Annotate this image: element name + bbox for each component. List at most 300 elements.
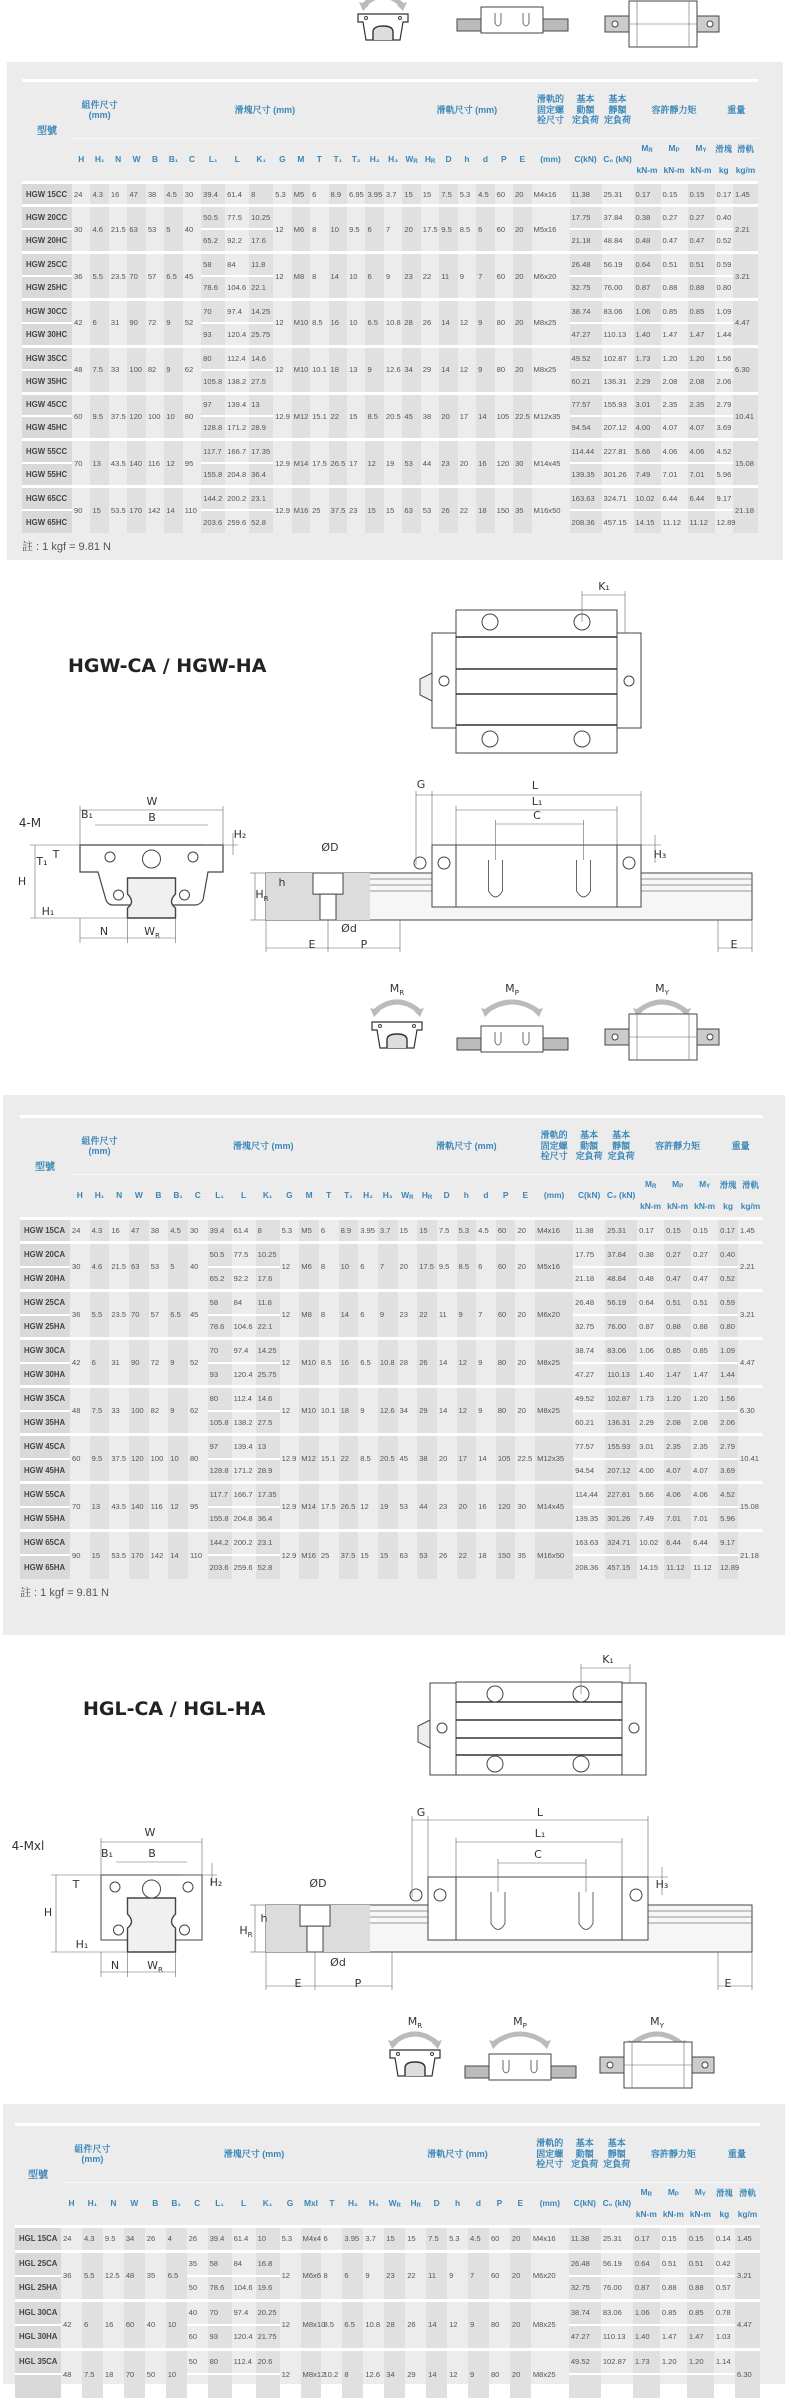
table-cell: 3.95 <box>365 183 383 206</box>
table-cell: 0.51 <box>664 1291 691 1315</box>
table-cell: 11 <box>437 1291 457 1339</box>
table-cell: 8 <box>321 2251 342 2300</box>
table-cell: 4.07 <box>688 416 715 439</box>
table-cell: 78.6 <box>201 276 225 299</box>
table-cell: 138.2 <box>232 1411 256 1435</box>
table-cell: 11.12 <box>661 510 688 533</box>
table-cell: 28 <box>384 2300 405 2349</box>
grease-nipple-icon <box>418 1720 430 1748</box>
table-cell: 2.35 <box>691 1435 718 1459</box>
table-cell: 57 <box>149 1291 169 1339</box>
table-cell: 80 <box>201 346 225 369</box>
table-cell: 0.47 <box>691 1267 718 1291</box>
table-cell: 112.4 <box>232 1387 256 1411</box>
table-cell: 301.26 <box>602 463 634 486</box>
table-cell: 9 <box>363 2251 384 2300</box>
table-cell: 6 <box>342 2251 363 2300</box>
table-cell: 17.75 <box>573 1243 605 1267</box>
table-cell: 14.6 <box>249 346 273 369</box>
table-cell: 47 <box>129 1219 149 1243</box>
table-cell: 34 <box>398 1387 418 1435</box>
table-cell: 9.17 <box>715 487 733 510</box>
table-cell: 50 <box>145 2349 166 2398</box>
table-cell: 10.1 <box>319 1387 339 1435</box>
table-cell: 19 <box>384 440 402 487</box>
rail-profile-icon <box>405 2062 425 2076</box>
table-cell: 53 <box>146 206 164 253</box>
table-cell: 93 <box>201 323 225 346</box>
table-cell: 14 <box>439 299 457 346</box>
table-cell: 21.75 <box>256 2325 280 2350</box>
table-cell: M6 <box>292 206 310 253</box>
table-cell: 80 <box>495 346 513 393</box>
table-cell: 39.4 <box>201 183 225 206</box>
table-cell: 9 <box>468 2300 489 2349</box>
table-cell: 0.52 <box>718 1267 738 1291</box>
table-cell: 0.40 <box>718 1243 738 1267</box>
table-cell: 3.7 <box>378 1219 398 1243</box>
table-cell: 12 <box>280 2251 301 2300</box>
bolt-hole-icon <box>188 852 198 862</box>
table-cell: M14x45 <box>532 440 570 487</box>
table-cell: 20.25 <box>256 2300 280 2325</box>
table-cell: 7 <box>476 253 494 300</box>
subgroup-header: $M_P$ <box>664 1175 691 1197</box>
group-header: 容許靜力矩 <box>637 1117 718 1175</box>
table-cell: 9 <box>164 346 182 393</box>
table-cell: 102.87 <box>601 2349 633 2374</box>
table-cell <box>208 2374 232 2398</box>
table-cell: 1.09 <box>718 1339 738 1363</box>
table-cell: M8x25 <box>532 299 570 346</box>
table-cell: 52 <box>183 299 201 346</box>
bolt-hole-icon <box>110 1882 120 1892</box>
group-header: 容許靜力矩 <box>634 81 715 139</box>
table-cell: 62 <box>183 346 201 393</box>
column-header: h <box>447 2183 468 2227</box>
model-cell: HGW 25CA <box>20 1291 70 1315</box>
subgroup-header: $M_Y$ <box>688 139 715 161</box>
table-cell: 26 <box>405 2300 426 2349</box>
table-cell: M8x10 <box>301 2300 322 2349</box>
table-cell: 5.3 <box>457 1219 477 1243</box>
group-header: 重量 <box>714 2125 760 2183</box>
model-cell: HGW 65HC <box>22 510 72 533</box>
table-cell: 8.5 <box>310 299 328 346</box>
table-cell: 104.6 <box>232 2276 256 2301</box>
table-cell: 7.5 <box>437 1219 457 1243</box>
table-cell: 166.7 <box>225 440 249 463</box>
column-header: K₁ <box>256 1175 280 1219</box>
group-header: 滑塊尺寸 (mm) <box>127 81 402 139</box>
column-header: C <box>188 1175 208 1219</box>
table-cell: 12 <box>457 1387 477 1435</box>
table-cell: 5.3 <box>280 2227 301 2252</box>
table-cell: 14 <box>426 2349 447 2398</box>
table-cell: 42 <box>61 2300 82 2349</box>
column-header: K₁ <box>249 139 273 183</box>
table-cell: 20 <box>515 1339 535 1387</box>
table-cell: 120 <box>495 440 513 487</box>
table-cell: 2.79 <box>718 1435 738 1459</box>
label-hr: $H_R$ <box>239 1924 252 1939</box>
table-cell: 80 <box>489 2300 510 2349</box>
diagram-title: HGW-CA / HGW-HA <box>68 655 267 677</box>
table-cell: 1.47 <box>661 323 688 346</box>
table-cell: 15.08 <box>733 440 758 487</box>
column-header: kN-m <box>660 2204 687 2227</box>
table-cell: 4.47 <box>735 2300 760 2349</box>
table-cell: 7.5 <box>82 2349 103 2398</box>
table-cell: 12.5 <box>103 2251 124 2300</box>
table-cell: 0.38 <box>634 206 661 229</box>
table-cell: 37.5 <box>109 1435 129 1483</box>
table-cell: 227.81 <box>602 440 634 463</box>
table-cell: 80 <box>495 299 513 346</box>
table-cell <box>660 2374 687 2398</box>
table-cell: 0.59 <box>715 253 733 276</box>
block-top-view <box>456 1682 622 1775</box>
table-cell: 170 <box>127 487 145 534</box>
label-b: B <box>148 1847 156 1860</box>
table-cell: 20 <box>513 346 531 393</box>
table-cell: 6 <box>365 253 383 300</box>
table-cell: 32.75 <box>573 1315 605 1339</box>
table-cell: 1.73 <box>637 1387 664 1411</box>
table-cell: 10 <box>168 1435 188 1483</box>
table-cell <box>569 2374 601 2398</box>
table-cell: 49.52 <box>573 1387 605 1411</box>
model-cell <box>15 2374 61 2398</box>
table-cell: 60 <box>72 393 90 440</box>
table-cell: 70 <box>124 2349 145 2398</box>
table-cell: 9.5 <box>90 1435 110 1483</box>
table-cell: 0.48 <box>637 1267 664 1291</box>
table-cell: 80 <box>489 2349 510 2398</box>
table-cell: 20 <box>513 206 531 253</box>
bolt-hole <box>320 894 336 920</box>
table-cell: 63 <box>402 487 420 534</box>
table-cell: M6x20 <box>535 1291 573 1339</box>
table-cell: 63 <box>129 1243 149 1291</box>
table-cell: 12 <box>447 2349 468 2398</box>
label-c: C <box>533 809 541 822</box>
table-cell: 17.6 <box>249 229 273 252</box>
table-cell: 14.25 <box>256 1339 280 1363</box>
table-cell: 105.8 <box>201 370 225 393</box>
group-header: 滑軌的 固定螺 栓尺寸 <box>531 2125 569 2183</box>
table-cell: 20 <box>458 440 476 487</box>
table-cell: 24 <box>61 2227 82 2252</box>
table-cell: 0.17 <box>633 2227 660 2252</box>
table-cell: 36.4 <box>249 463 273 486</box>
table-cell: M8x12 <box>301 2349 322 2398</box>
slot-icon <box>523 1032 529 1045</box>
table-cell: M10 <box>292 346 310 393</box>
table-cell: M8x25 <box>535 1387 573 1435</box>
bolt-hole-icon <box>183 1882 193 1892</box>
label-h2: H₂ <box>234 828 247 841</box>
column-header: P <box>495 139 513 183</box>
model-cell: HGW 25HC <box>22 276 72 299</box>
table-cell: 13 <box>256 1435 280 1459</box>
moment-arrow-icon <box>485 1002 539 1012</box>
table-cell: 4.06 <box>661 440 688 463</box>
subgroup-header: 滑塊 <box>718 1175 738 1197</box>
table-cell: 6.44 <box>688 487 715 510</box>
table-cell: 38 <box>417 1435 437 1483</box>
model-cell: HGW 55CA <box>20 1483 70 1507</box>
grease-fitting-icon <box>143 1880 161 1898</box>
table-cell: 12 <box>458 299 476 346</box>
table-cell: 21.18 <box>733 487 758 534</box>
table-cell: 26 <box>187 2227 208 2252</box>
table-cell: 35 <box>187 2251 208 2276</box>
table-cell: 48 <box>70 1387 90 1435</box>
column-header: E <box>510 2183 531 2227</box>
table-cell: 7.49 <box>634 463 661 486</box>
table-cell: 14 <box>476 1435 496 1483</box>
column-header: N <box>103 2183 124 2227</box>
bolt-hole-icon <box>114 890 124 900</box>
table-cell: 20 <box>510 2227 531 2252</box>
table-cell: 20 <box>457 1483 477 1531</box>
column-header: B <box>146 139 164 183</box>
table-cell: 17.5 <box>417 1243 437 1291</box>
table-cell: 25 <box>319 1531 339 1579</box>
column-header: (mm) <box>532 139 570 183</box>
table-cell: 61.4 <box>232 2227 256 2252</box>
table-cell: 3.95 <box>342 2227 363 2252</box>
table-cell: 16 <box>329 299 347 346</box>
column-header: C₀ (kN) <box>605 1175 637 1219</box>
table-cell: 9 <box>164 299 182 346</box>
table-cell: 42 <box>70 1339 90 1387</box>
bolt-hole-icon <box>105 852 115 862</box>
table-cell: 6.95 <box>347 183 365 206</box>
table-cell: 0.15 <box>688 183 715 206</box>
moment-illustrations-top <box>0 0 790 62</box>
table-cell: 17 <box>347 440 365 487</box>
table-cell: 90 <box>127 299 145 346</box>
bolt-hole <box>307 1926 323 1952</box>
spec-table-hgl <box>15 2123 760 2398</box>
table-cell: 0.15 <box>691 1219 718 1243</box>
mounting-slot-icon <box>489 860 503 897</box>
table-cell: M8 <box>292 253 310 300</box>
column-header: $H_R$ <box>405 2183 426 2227</box>
table-cell: 53 <box>417 1531 437 1579</box>
table-cell: 8 <box>319 1291 339 1339</box>
table-cell: 1.20 <box>661 346 688 369</box>
column-header: H₂ <box>365 139 383 183</box>
column-header: $W_R$ <box>384 2183 405 2227</box>
table-cell: 37.5 <box>339 1531 359 1579</box>
table-row <box>22 346 758 369</box>
table-cell: 10.8 <box>378 1339 398 1387</box>
table-cell: 120.4 <box>232 1363 256 1387</box>
table-cell: 27.5 <box>256 1411 280 1435</box>
table-cell: 1.45 <box>738 1219 763 1243</box>
table-cell: 13 <box>90 440 108 487</box>
subgroup-header: $M_P$ <box>660 2183 687 2205</box>
table-cell: 8 <box>342 2349 363 2398</box>
table-cell: 8.5 <box>358 1435 378 1483</box>
group-header: 滑塊尺寸 (mm) <box>129 1117 398 1175</box>
table-cell: 9 <box>358 1387 378 1435</box>
table-cell: 9 <box>476 346 494 393</box>
table-cell: 11.8 <box>249 253 273 276</box>
table-cell: 23 <box>384 2251 405 2300</box>
table-cell: 33 <box>109 1387 129 1435</box>
column-header: L₁ <box>208 1175 232 1219</box>
table-cell: 12 <box>365 440 383 487</box>
table-cell: 2.08 <box>688 370 715 393</box>
table-cell: 116 <box>146 440 164 487</box>
table-cell: 0.27 <box>661 206 688 229</box>
table-cell: 11 <box>426 2251 447 2300</box>
table-cell: 1.40 <box>637 1363 664 1387</box>
table-cell: 9 <box>378 1291 398 1339</box>
table-cell: 15 <box>365 487 383 534</box>
table-cell: 12.89 <box>718 1555 738 1579</box>
column-header: T <box>310 139 328 183</box>
slot-icon <box>495 13 501 26</box>
table-cell: M12 <box>292 393 310 440</box>
model-cell: HGL 35CA <box>15 2349 61 2374</box>
table-cell: 36 <box>72 253 90 300</box>
table-cell: 3.21 <box>738 1291 763 1339</box>
screw-icon <box>630 1889 642 1901</box>
table-cell: 0.85 <box>687 2300 714 2325</box>
slot-icon <box>531 2060 537 2073</box>
group-header: 容許靜力矩 <box>633 2125 714 2183</box>
table-cell: 22 <box>421 253 439 300</box>
column-header: $H_R$ <box>421 139 439 183</box>
table-row <box>20 1435 763 1459</box>
column-header: B <box>145 2183 166 2227</box>
table-cell: 203.6 <box>208 1555 232 1579</box>
model-cell: HGW 55HC <box>22 463 72 486</box>
table-cell: 1.45 <box>735 2227 760 2252</box>
column-header: C <box>183 139 201 183</box>
label-e2: E <box>725 1977 732 1990</box>
table-cell: 0.87 <box>634 276 661 299</box>
table-cell: 12.9 <box>280 1435 300 1483</box>
table-cell: 10.1 <box>310 346 328 393</box>
table-cell: 0.87 <box>633 2276 660 2301</box>
table-cell: 5.5 <box>82 2251 103 2300</box>
table-cell: 10 <box>164 393 182 440</box>
table-cell: 29 <box>417 1387 437 1435</box>
table-cell: 70 <box>208 1339 232 1363</box>
table-cell: 9 <box>384 253 402 300</box>
model-cell: HGW 35CC <box>22 346 72 369</box>
column-header: kN-m <box>661 160 688 183</box>
table-cell: 13 <box>347 346 365 393</box>
table-cell: 20 <box>515 1387 535 1435</box>
table-cell: 56.19 <box>601 2251 633 2276</box>
moment-label: $M_P$ <box>505 982 520 997</box>
table-cell: 3.69 <box>718 1459 738 1483</box>
table-cell: 155.8 <box>208 1507 232 1531</box>
table-cell: 12 <box>447 2300 468 2349</box>
table-cell: 117.7 <box>208 1483 232 1507</box>
table-cell: 1.03 <box>714 2325 735 2350</box>
column-header: W <box>124 2183 145 2227</box>
column-header: L <box>232 2183 256 2227</box>
mounting-slot-icon <box>579 1892 593 1930</box>
subgroup-header: 滑軌 <box>735 2183 760 2205</box>
table-cell: 3.21 <box>735 2251 760 2300</box>
table-cell: 17.35 <box>256 1483 280 1507</box>
table-cell: 0.88 <box>660 2276 687 2301</box>
table-cell: 44 <box>417 1483 437 1531</box>
table-cell: 8 <box>249 183 273 206</box>
table-cell: 52 <box>188 1339 208 1387</box>
table-cell: 3.01 <box>637 1435 664 1459</box>
table-cell: 105.8 <box>208 1411 232 1435</box>
table-cell: 60 <box>489 2251 510 2300</box>
diagram-title: HGL-CA / HGL-HA <box>83 1698 266 1720</box>
table-cell: 0.64 <box>634 253 661 276</box>
table-cell: 0.17 <box>637 1219 664 1243</box>
table-cell: 35 <box>145 2251 166 2300</box>
screw-icon <box>413 1025 416 1028</box>
table-cell: 1.47 <box>688 323 715 346</box>
group-header: 基本 靜額 定負荷 <box>602 81 634 139</box>
bolt-hole-icon <box>487 1686 503 1702</box>
table-cell: M6x20 <box>532 253 570 300</box>
table-cell: 45 <box>398 1435 418 1483</box>
table-cell: 11.38 <box>573 1219 605 1243</box>
table-cell: 8 <box>310 253 328 300</box>
table-cell: 117.7 <box>201 440 225 463</box>
column-header: H <box>61 2183 82 2227</box>
table-cell: M12x35 <box>532 393 570 440</box>
table-cell: 259.6 <box>232 1555 256 1579</box>
table-cell: 11.8 <box>256 1291 280 1315</box>
table-cell: 23 <box>398 1291 418 1339</box>
table-cell: 22 <box>458 487 476 534</box>
table-cell: 40 <box>187 2300 208 2325</box>
table-row <box>22 487 758 510</box>
table-cell: 20 <box>515 1243 535 1291</box>
table-cell: M12 <box>299 1435 319 1483</box>
table-cell: 61.4 <box>232 1219 256 1243</box>
table-row <box>20 1339 763 1363</box>
table-cell: 26.48 <box>570 253 602 276</box>
label-e: E <box>309 938 316 951</box>
table-cell: 150 <box>495 487 513 534</box>
table-cell: 78.6 <box>208 2276 232 2301</box>
table-cell: 23 <box>437 1483 457 1531</box>
table-cell: 0.51 <box>687 2251 714 2276</box>
table-cell: 60 <box>496 1291 516 1339</box>
column-header: B₁ <box>164 139 182 183</box>
table-row <box>22 253 758 276</box>
screw-icon <box>623 857 635 869</box>
table-cell: 35 <box>515 1531 535 1579</box>
moment-label: $M_R$ <box>408 2015 423 2030</box>
table-cell: M5x16 <box>535 1243 573 1291</box>
table-cell: 170 <box>129 1531 149 1579</box>
table-cell: 104.6 <box>232 1315 256 1339</box>
table-cell: 26 <box>145 2227 166 2252</box>
table-cell: 5.96 <box>715 463 733 486</box>
table-cell: 12 <box>273 206 291 253</box>
table-cell: 65.2 <box>201 229 225 252</box>
